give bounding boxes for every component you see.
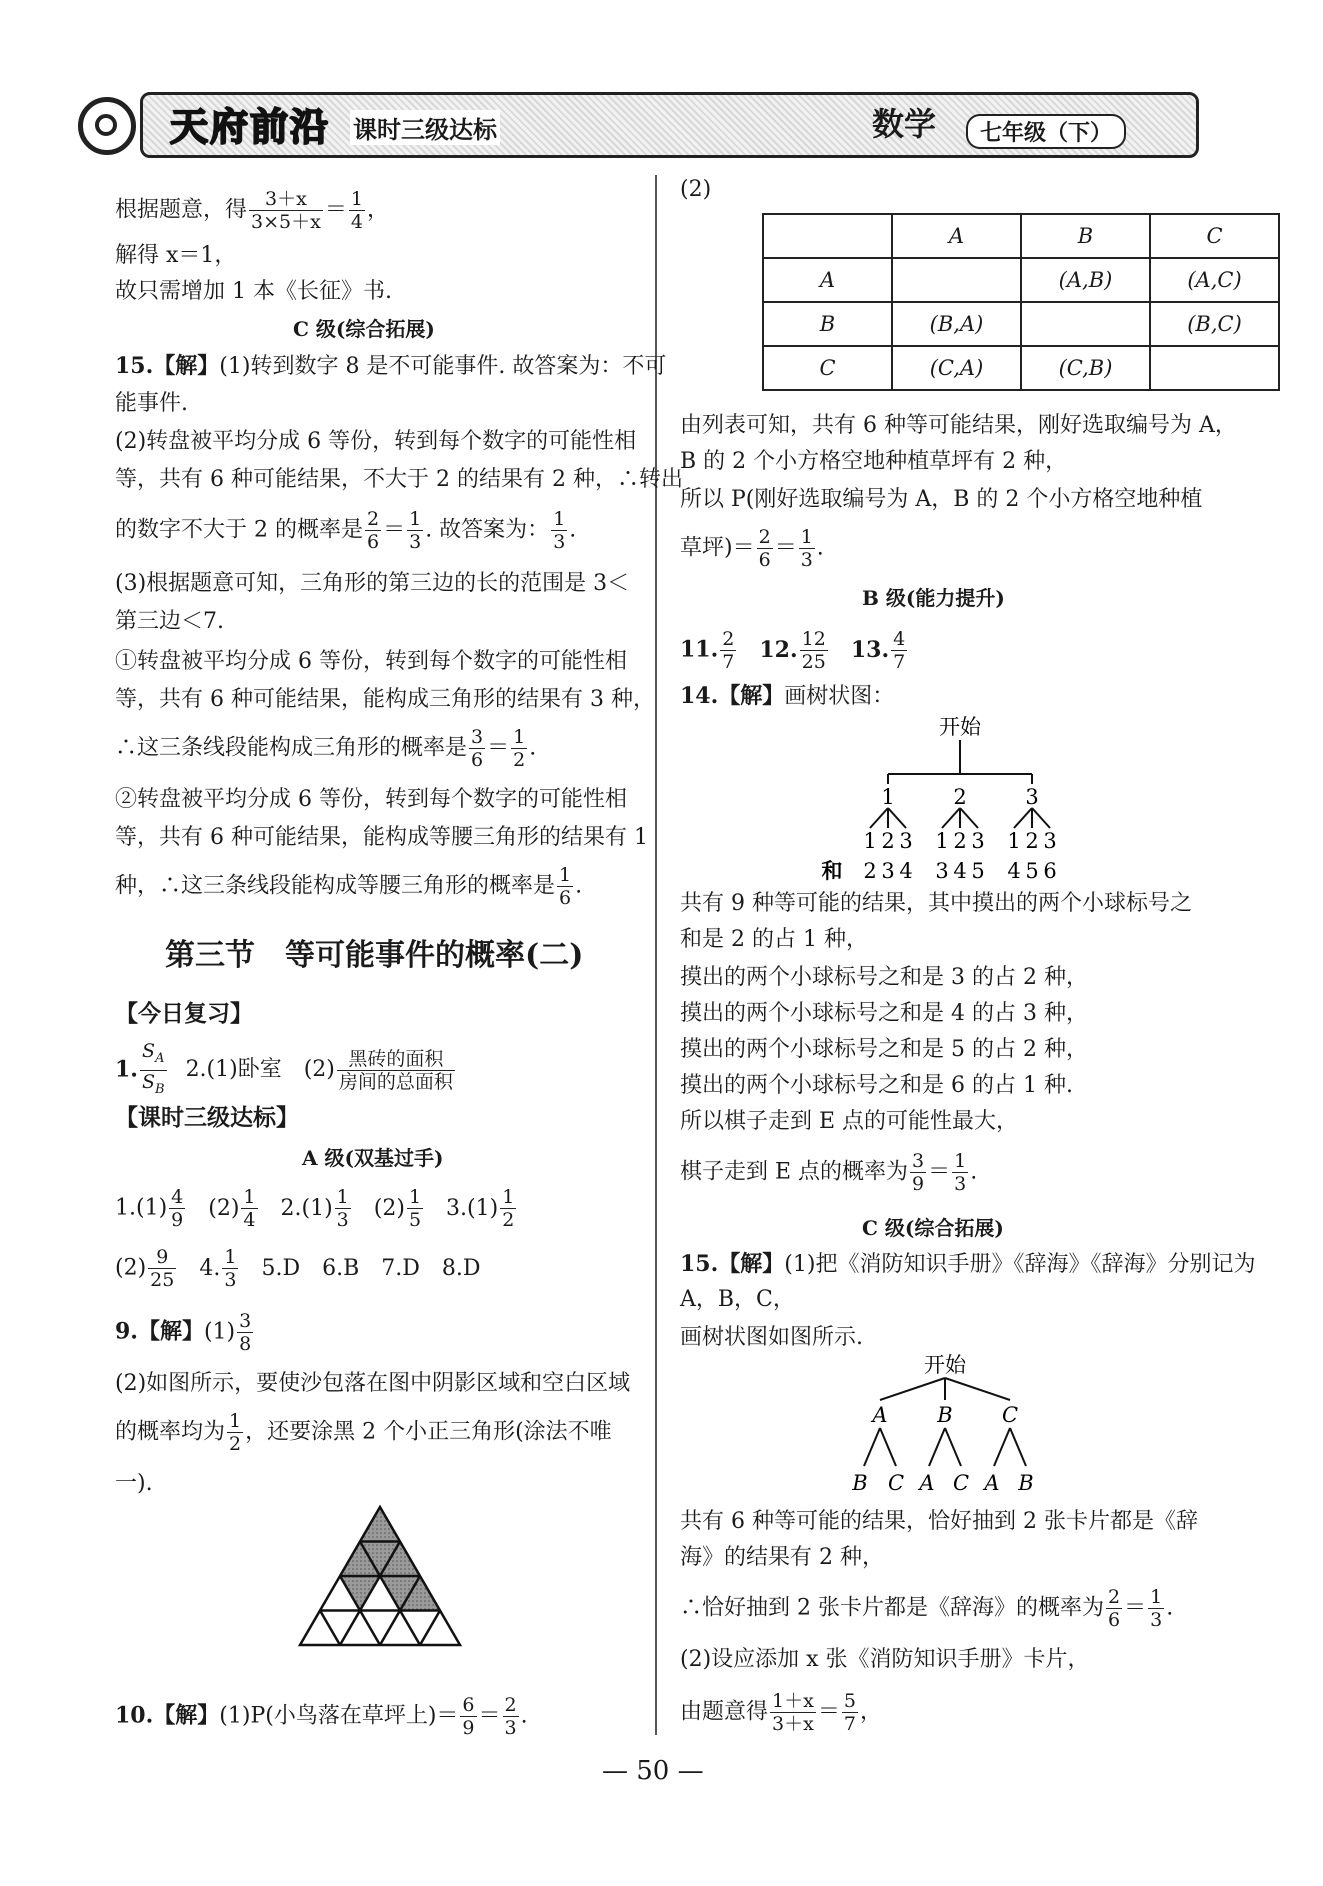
tree-leaf: 3 (1043, 829, 1057, 853)
fraction: $\frac{1+x}{3+x}$ (772, 1690, 814, 1735)
fraction: $\frac{1}{3}$ (954, 1150, 967, 1195)
table-cell (1021, 302, 1150, 346)
sum-value: 3 (935, 859, 949, 883)
q14-line-6: 摸出的两个小球标号之和是 5 的占 2 种， (680, 1037, 1088, 1062)
q15-line-4: 等，共有 6 种可能结果，不大于 2 的结果有 2 种，∴转出 (115, 467, 683, 492)
tree-leaf: B (852, 1471, 868, 1495)
q14-line-5: 摸出的两个小球标号之和是 4 的占 3 种， (680, 1001, 1088, 1026)
tree-diagram-1 (821, 712, 1080, 886)
fraction: $\frac{1}{5}$ (408, 1186, 422, 1231)
review-answers: 1. $\frac{S_A}{S_B}$ 2.(1)卧室 (2) $\frac{\text{黑砖的面积}}{\text{房间的总面积}}$ (115, 1040, 457, 1101)
tree-leaf: 2 (881, 829, 895, 853)
section-title: 第三节 等可能事件的概率(二) (165, 938, 584, 973)
q9-line-4: 一). (115, 1471, 153, 1496)
fraction: $\frac{1}{2}$ (502, 1186, 515, 1231)
review-heading: 【今日复习】 (115, 1000, 253, 1027)
fraction: $\frac{\text{黑砖的面积}}{\text{房间的总面积}}$ (338, 1047, 453, 1093)
tree-leaf: 1 (1007, 829, 1021, 853)
brand-title: 天府前沿 (170, 104, 331, 149)
tree-leaf: 3 (899, 829, 913, 853)
a-answers-row-1: 1.(1) $\frac{4}{9}$ (2) $\frac{1}{4}$ 2.(1) $\frac{1}{3}$ (2) $\frac{1}{5}$ 3.(1) $\frac{1}{2}$ (115, 1186, 515, 1231)
tree-node: C (1001, 1403, 1019, 1427)
fraction: $\frac{1}{3}$ (553, 508, 566, 553)
table-cell: C (763, 346, 892, 390)
sum-value: 2 (863, 859, 877, 883)
q10-line-1: 10.【解】(1)P(小鸟落在草坪上)＝ $\frac{6}{9}$ ＝ $\frac{2}{3}$ . (115, 1694, 528, 1739)
a-answers-row-2: (2) $\frac{9}{25}$ 4. $\frac{1}{3}$ 5.D 6.B 7.D 8.D (115, 1246, 481, 1291)
tree-leaf: 2 (953, 829, 967, 853)
fraction: $\frac{5}{7}$ (843, 1690, 856, 1735)
q14-line-1: 14.【解】画树状图： (680, 683, 895, 709)
column-divider (655, 175, 657, 1735)
table-cell: (B,C) (1150, 302, 1279, 346)
tree-leaf: C (952, 1471, 970, 1495)
fraction: $\frac{1}{3}$ (336, 1186, 349, 1231)
q14-line-9: 棋子走到 E 点的概率为 $\frac{3}{9}$ ＝ $\frac{1}{3}$ . (680, 1150, 978, 1195)
table-cell: B (1021, 214, 1150, 258)
fraction: $\frac{6}{9}$ (462, 1694, 475, 1739)
fraction: $\frac{2}{6}$ (1108, 1586, 1121, 1631)
q15-line-12: 等，共有 6 种可能结果，能构成等腰三角形的结果有 1 (115, 825, 648, 850)
fraction: $\frac{12}{25}$ (801, 628, 826, 673)
tree-root: 开始 (924, 1353, 966, 1377)
q15-line-10: ∴这三条线段能构成三角形的概率是 $\frac{3}{6}$ ＝ $\frac{1}{2}$ . (115, 726, 537, 771)
table-cell: (B,A) (892, 302, 1021, 346)
fraction: $\frac{4}{9}$ (171, 1186, 184, 1231)
fraction: $\frac{1}{3}$ (224, 1246, 237, 1291)
fraction: $\frac{3}{6}$ (471, 726, 484, 771)
q15-line-5: 的数字不大于 2 的概率是 $\frac{2}{6}$ ＝ $\frac{1}{3}$ . 故答案为： $\frac{1}{3}$ . (115, 508, 577, 553)
q9-line-1: 9.【解】(1) $\frac{3}{8}$ (115, 1310, 252, 1355)
fraction: $\frac{9}{25}$ (150, 1246, 175, 1291)
c-level-heading: C 级(综合拓展) (293, 317, 435, 341)
fraction: $\frac{1}{3}$ (800, 526, 813, 571)
q15r-line-4: 共有 6 种等可能的结果，恰好抽到 2 张卡片都是《辞 (680, 1509, 1198, 1534)
q15-line-7: 第三边＜7. (115, 609, 224, 634)
part2-label: (2) (680, 177, 712, 202)
q14-line-4: 摸出的两个小球标号之和是 3 的占 2 种， (680, 965, 1088, 990)
table-cell: (C,A) (892, 346, 1021, 390)
left-line-1: 根据题意，得 $\frac{3+x}{3\times 5+x}$ ＝ $\frac{1}{4}$ ， (115, 188, 389, 233)
q15r-line-1: 15.【解】(1)把《消防知识手册》《辞海》《辞海》分别记为 (680, 1251, 1256, 1277)
left-line-2: 解得 x＝1， (115, 243, 237, 268)
page-number: — 50 — (602, 1756, 704, 1786)
fraction: $\frac{S_A}{S_B}$ (141, 1040, 165, 1097)
fraction: $\frac{1}{3}$ (1150, 1586, 1163, 1631)
tree-leaf: 3 (971, 829, 985, 853)
q9-line-3: 的概率均为 $\frac{1}{2}$ ，还要涂黑 2 个小正三角形(涂法不唯 (115, 1410, 612, 1455)
q15-line-6: (3)根据题意可知，三角形的第三边的长的范围是 3＜ (115, 571, 630, 596)
q15-line-2: 能事件. (115, 391, 188, 416)
fraction: $\frac{2}{3}$ (504, 1694, 517, 1739)
c-level-heading-right: C 级(综合拓展) (862, 1216, 1004, 1240)
tree-node: A (872, 1403, 888, 1427)
tree-leaf: 2 (1025, 829, 1039, 853)
outcome-table (762, 213, 1280, 391)
left-line-3: 故只需增加 1 本《长征》书. (115, 279, 392, 304)
fraction: $\frac{3}{8}$ (239, 1310, 252, 1355)
sum-value: 3 (881, 859, 895, 883)
table-line-4: 草坪)＝ $\frac{2}{6}$ ＝ $\frac{1}{3}$ . (680, 526, 824, 571)
q15-line-3: (2)转盘被平均分成 6 等份，转到每个数字的可能性相 (115, 429, 637, 454)
table-row (763, 258, 1279, 302)
fraction: $\frac{3+x}{3\times 5+x}$ (251, 188, 321, 233)
fraction: $\frac{1}{2}$ (513, 726, 526, 771)
triangle-figure (280, 1500, 480, 1668)
fraction: $\frac{1}{2}$ (229, 1410, 242, 1455)
tree-diagram-2 (840, 1352, 1040, 1502)
logo-target-icon (78, 97, 136, 155)
fraction: $\frac{2}{6}$ (366, 508, 380, 553)
q15r-line-3: 画树状图如图所示. (680, 1325, 863, 1350)
tree-leaf: A (919, 1471, 935, 1495)
q15-line-13: 种，∴这三条线段能构成等腰三角形的概率是 $\frac{1}{6}$ . (115, 864, 583, 909)
fraction: $\frac{1}{3}$ (409, 508, 422, 553)
fraction: $\frac{2}{7}$ (722, 628, 735, 673)
fraction: $\frac{3}{9}$ (912, 1150, 925, 1195)
q15r-line-7: (2)设应添加 x 张《消防知识手册》卡片， (680, 1647, 1090, 1672)
q15r-line-6: ∴恰好抽到 2 张卡片都是《辞海》的概率为 $\frac{2}{6}$ ＝ $\frac{1}{3}$ . (680, 1586, 1174, 1631)
b-answers: 11. $\frac{2}{7}$ 12. $\frac{12}{25}$ 13. $\frac{4}{7}$ (680, 628, 906, 673)
table-line-1: 由列表可知，共有 6 种等可能结果，刚好选取编号为 A， (680, 413, 1237, 438)
sum-value: 5 (971, 859, 985, 883)
tree-leaf: B (1018, 1471, 1034, 1495)
tree-root: 开始 (939, 715, 981, 739)
table-cell: (A,C) (1150, 258, 1279, 302)
sum-label: 和 (821, 858, 843, 883)
table-cell (892, 258, 1021, 302)
fraction: $\frac{1}{4}$ (350, 188, 363, 233)
fraction: $\frac{4}{7}$ (893, 628, 906, 673)
b-level-heading: B 级(能力提升) (862, 586, 1005, 610)
table-header-row (763, 214, 1279, 258)
fraction: $\frac{2}{6}$ (758, 526, 771, 571)
tree-leaf: A (984, 1471, 1000, 1495)
q15r-line-8: 由题意得 $\frac{1+x}{3+x}$ ＝ $\frac{5}{7}$ ， (680, 1690, 882, 1735)
q9-line-2: (2)如图所示，要使沙包落在图中阴影区域和空白区域 (115, 1371, 631, 1396)
table-cell (1150, 346, 1279, 390)
tree-node: B (937, 1403, 953, 1427)
fraction: $\frac{1}{6}$ (559, 864, 572, 909)
table-cell: (C,B) (1021, 346, 1150, 390)
tree-node: 2 (953, 785, 967, 809)
q15-line-9: 等，共有 6 种可能结果，能构成三角形的结果有 3 种， (115, 687, 655, 712)
sum-value: 6 (1043, 859, 1057, 883)
series-title: 课时三级达标 (350, 110, 500, 145)
q14-line-7: 摸出的两个小球标号之和是 6 的占 1 种. (680, 1073, 1073, 1098)
tree-leaf: 1 (863, 829, 877, 853)
a-level-heading: A 级(双基过手) (302, 1146, 444, 1170)
sum-value: 4 (899, 859, 913, 883)
table-cell: A (763, 258, 892, 302)
table-cell: C (1150, 214, 1279, 258)
table-cell (763, 214, 892, 258)
table-row (763, 346, 1279, 390)
tree-node: 1 (881, 785, 895, 809)
table-cell: (A,B) (1021, 258, 1150, 302)
q15-line-1: 15.【解】(1)转到数字 8 是不可能事件. 故答案为：不可 (115, 353, 667, 379)
tree-leaf: C (887, 1471, 905, 1495)
q14-line-2: 共有 9 种等可能的结果，其中摸出的两个小球标号之 (680, 891, 1192, 916)
table-cell: B (763, 302, 892, 346)
sum-value: 4 (1007, 859, 1021, 883)
sum-value: 5 (1025, 859, 1039, 883)
lesson-heading: 【课时三级达标】 (115, 1104, 299, 1131)
tree-leaf: 1 (935, 829, 949, 853)
table-line-3: 所以 P(刚好选取编号为 A，B 的 2 个小方格空地种植 (680, 487, 1203, 512)
q15r-line-5: 海》的结果有 2 种， (680, 1545, 884, 1570)
q15-line-8: ①转盘被平均分成 6 等份，转到每个数字的可能性相 (115, 649, 627, 674)
tree-node: 3 (1025, 785, 1039, 809)
table-row (763, 302, 1279, 346)
subject-label: 数学 (872, 105, 937, 143)
table-line-2: B 的 2 个小方格空地种植草坪有 2 种， (680, 449, 1068, 474)
q14-line-8: 所以棋子走到 E 点的可能性最大， (680, 1109, 1019, 1134)
q15-line-11: ②转盘被平均分成 6 等份，转到每个数字的可能性相 (115, 787, 627, 812)
fraction: $\frac{1}{4}$ (243, 1186, 256, 1231)
q15r-line-2: A，B，C， (680, 1287, 795, 1312)
sum-value: 4 (953, 859, 967, 883)
grade-badge: 七年级（下） (966, 114, 1126, 149)
table-cell: A (892, 214, 1021, 258)
q14-line-3: 和是 2 的占 1 种， (680, 927, 868, 952)
